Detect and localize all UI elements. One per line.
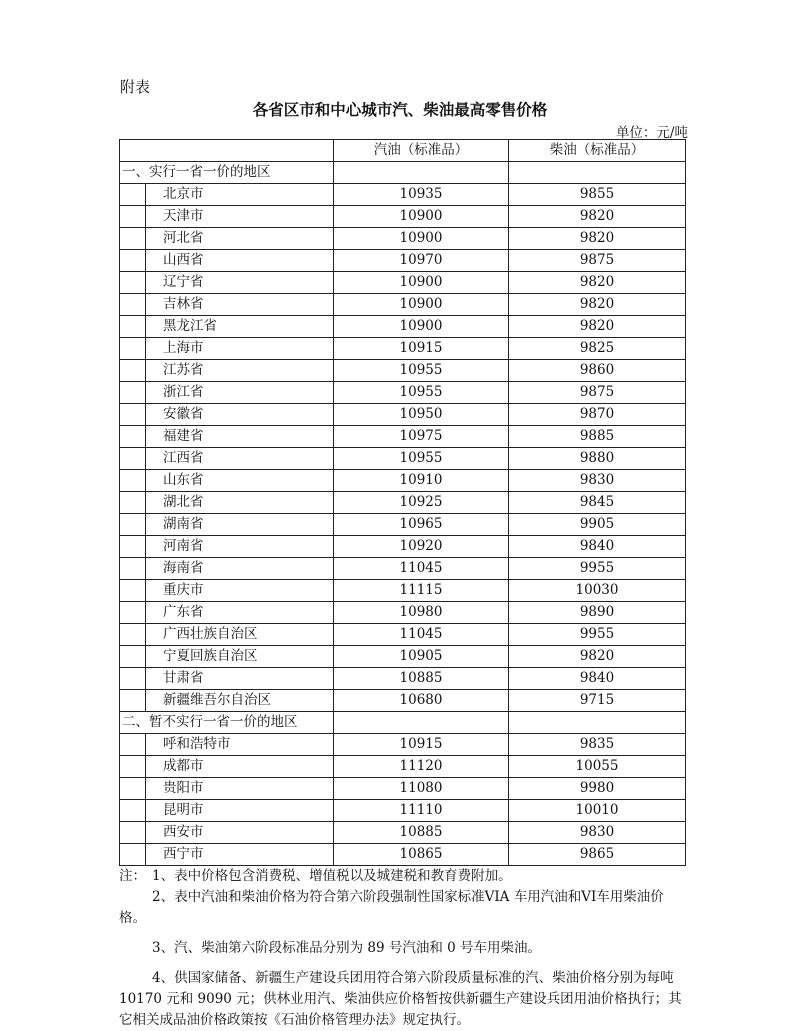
gasoline-price: 10955 [334, 360, 509, 382]
empty-cell [509, 712, 686, 734]
indent-cell [120, 250, 146, 272]
indent-cell [120, 822, 146, 844]
diesel-price: 9820 [509, 316, 686, 338]
indent-cell [120, 404, 146, 426]
region-name: 吉林省 [146, 294, 334, 316]
empty-cell [334, 162, 509, 184]
indent-cell [120, 426, 146, 448]
gasoline-price: 10955 [334, 448, 509, 470]
diesel-price: 9855 [509, 184, 686, 206]
gasoline-price: 11045 [334, 558, 509, 580]
page-title: 各省区市和中心城市汽、柴油最高零售价格 [252, 101, 548, 119]
indent-cell [120, 316, 146, 338]
indent-cell [120, 624, 146, 646]
gasoline-price: 10900 [334, 228, 509, 250]
region-name: 甘肃省 [146, 668, 334, 690]
gasoline-price: 11110 [334, 800, 509, 822]
diesel-price: 9825 [509, 338, 686, 360]
region-name: 福建省 [146, 426, 334, 448]
table-row [120, 690, 686, 712]
table-row [120, 558, 686, 580]
indent-cell [120, 602, 146, 624]
indent-cell [120, 228, 146, 250]
region-name: 山东省 [146, 470, 334, 492]
notes-label: 注： [119, 868, 146, 884]
region-name: 山西省 [146, 250, 334, 272]
table-row [120, 602, 686, 624]
indent-cell [120, 580, 146, 602]
gasoline-price: 11115 [334, 580, 509, 602]
diesel-price: 9870 [509, 404, 686, 426]
table-row [120, 492, 686, 514]
indent-cell [120, 206, 146, 228]
region-name: 天津市 [146, 206, 334, 228]
header-region [120, 140, 334, 162]
table-row [120, 448, 686, 470]
diesel-price: 9885 [509, 426, 686, 448]
diesel-price: 9715 [509, 690, 686, 712]
table-row [120, 294, 686, 316]
diesel-price: 10010 [509, 800, 686, 822]
region-name: 成都市 [146, 756, 334, 778]
indent-cell [120, 360, 146, 382]
price-table [119, 139, 686, 866]
table-row [120, 338, 686, 360]
region-name: 呼和浩特市 [146, 734, 334, 756]
region-name: 黑龙江省 [146, 316, 334, 338]
region-name: 上海市 [146, 338, 334, 360]
diesel-price: 9865 [509, 844, 686, 866]
gasoline-price: 10900 [334, 294, 509, 316]
indent-cell [120, 536, 146, 558]
indent-cell [120, 734, 146, 756]
diesel-price: 9820 [509, 294, 686, 316]
region-name: 河南省 [146, 536, 334, 558]
notes [119, 866, 689, 1031]
gasoline-price: 10905 [334, 646, 509, 668]
gasoline-price: 10965 [334, 514, 509, 536]
table-row [120, 404, 686, 426]
gasoline-price: 10865 [334, 844, 509, 866]
gasoline-price: 10915 [334, 734, 509, 756]
table-row [120, 778, 686, 800]
region-name: 海南省 [146, 558, 334, 580]
table-row [120, 272, 686, 294]
table-row [120, 624, 686, 646]
diesel-price: 9820 [509, 272, 686, 294]
region-name: 广西壮族自治区 [146, 624, 334, 646]
diesel-price: 9830 [509, 470, 686, 492]
gasoline-price: 10935 [334, 184, 509, 206]
unit-label: 单位：元/吨 [615, 125, 688, 141]
region-name: 江苏省 [146, 360, 334, 382]
indent-cell [120, 558, 146, 580]
indent-cell [120, 470, 146, 492]
gasoline-price: 10925 [334, 492, 509, 514]
diesel-price: 9955 [509, 558, 686, 580]
table-row [120, 668, 686, 690]
diesel-price: 9905 [509, 514, 686, 536]
table-row [120, 316, 686, 338]
diesel-price: 9835 [509, 734, 686, 756]
table-row [120, 800, 686, 822]
empty-cell [509, 162, 686, 184]
gasoline-price: 11120 [334, 756, 509, 778]
region-name: 河北省 [146, 228, 334, 250]
region-name: 西安市 [146, 822, 334, 844]
indent-cell [120, 272, 146, 294]
gasoline-price: 10970 [334, 250, 509, 272]
region-name: 北京市 [146, 184, 334, 206]
diesel-price: 9830 [509, 822, 686, 844]
diesel-price: 9955 [509, 624, 686, 646]
region-name: 宁夏回族自治区 [146, 646, 334, 668]
diesel-price: 9845 [509, 492, 686, 514]
region-name: 广东省 [146, 602, 334, 624]
indent-cell [120, 690, 146, 712]
gasoline-price: 10955 [334, 382, 509, 404]
gasoline-price: 10975 [334, 426, 509, 448]
table-row [120, 360, 686, 382]
diesel-price: 10030 [509, 580, 686, 602]
diesel-price: 9980 [509, 778, 686, 800]
region-name: 西宁市 [146, 844, 334, 866]
table-row [120, 756, 686, 778]
indent-cell [120, 338, 146, 360]
gasoline-price: 11045 [334, 624, 509, 646]
note-3: 3、汽、柴油第六阶段标准品分别为 89 号汽油和 0 号车用柴油。 [152, 940, 542, 956]
table-row [120, 580, 686, 602]
table-row [120, 184, 686, 206]
indent-cell [120, 184, 146, 206]
table-header-row [120, 140, 686, 162]
region-name: 安徽省 [146, 404, 334, 426]
gasoline-price: 10680 [334, 690, 509, 712]
region-name: 湖北省 [146, 492, 334, 514]
empty-cell [334, 712, 509, 734]
diesel-price: 10055 [509, 756, 686, 778]
indent-cell [120, 844, 146, 866]
gasoline-price: 10950 [334, 404, 509, 426]
diesel-price: 9820 [509, 228, 686, 250]
indent-cell [120, 382, 146, 404]
gasoline-price: 10920 [334, 536, 509, 558]
diesel-price: 9860 [509, 360, 686, 382]
gasoline-price: 10980 [334, 602, 509, 624]
table-row [120, 382, 686, 404]
section-heading: 二、暂不实行一省一价的地区 [120, 712, 334, 734]
region-name: 浙江省 [146, 382, 334, 404]
indent-cell [120, 646, 146, 668]
table-row [120, 822, 686, 844]
table-row [120, 426, 686, 448]
indent-cell [120, 294, 146, 316]
section-heading-row [120, 712, 686, 734]
table-row [120, 514, 686, 536]
table-row [120, 228, 686, 250]
region-name: 辽宁省 [146, 272, 334, 294]
header-gasoline: 汽油（标准品） [334, 140, 509, 162]
table-body [120, 162, 686, 866]
region-name: 昆明市 [146, 800, 334, 822]
table-row [120, 734, 686, 756]
gasoline-price: 10900 [334, 206, 509, 228]
note-4: 4、供国家储备、新疆生产建设兵团用符合第六阶段质量标准的汽、柴油价格分别为每吨 10170 元和 9090 元；供林业用汽、柴油供应价格暂按供新疆生产建设兵团用油价格执行；其它相关成品油价格政策按《石油价格管理办法》规定执行。 [119, 970, 682, 1028]
indent-cell [120, 756, 146, 778]
diesel-price: 9875 [509, 250, 686, 272]
table-row [120, 206, 686, 228]
gasoline-price: 11080 [334, 778, 509, 800]
region-name: 湖南省 [146, 514, 334, 536]
table-row [120, 646, 686, 668]
diesel-price: 9875 [509, 382, 686, 404]
region-name: 贵阳市 [146, 778, 334, 800]
gasoline-price: 10900 [334, 316, 509, 338]
appendix-label: 附表 [120, 78, 151, 96]
region-name: 新疆维吾尔自治区 [146, 690, 334, 712]
gasoline-price: 10885 [334, 822, 509, 844]
indent-cell [120, 800, 146, 822]
diesel-price: 9820 [509, 646, 686, 668]
indent-cell [120, 492, 146, 514]
indent-cell [120, 778, 146, 800]
indent-cell [120, 668, 146, 690]
indent-cell [120, 514, 146, 536]
region-name: 江西省 [146, 448, 334, 470]
note-1: 注： 1、表中价格包含消费税、增值税以及城建税和教育费附加。 [119, 866, 689, 887]
table-row [120, 844, 686, 866]
indent-cell [120, 448, 146, 470]
gasoline-price: 10915 [334, 338, 509, 360]
table-row [120, 536, 686, 558]
gasoline-price: 10900 [334, 272, 509, 294]
diesel-price: 9840 [509, 536, 686, 558]
table-row [120, 250, 686, 272]
table-row [120, 470, 686, 492]
gasoline-price: 10885 [334, 668, 509, 690]
region-name: 重庆市 [146, 580, 334, 602]
note-2: 2、表中汽油和柴油价格为符合第六阶段强制性国家标准VIA 车用汽油和VI车用柴油价格。 [119, 889, 664, 926]
section-heading: 一、实行一省一价的地区 [120, 162, 334, 184]
diesel-price: 9840 [509, 668, 686, 690]
diesel-price: 9890 [509, 602, 686, 624]
gasoline-price: 10910 [334, 470, 509, 492]
header-diesel: 柴油（标准品） [509, 140, 686, 162]
diesel-price: 9880 [509, 448, 686, 470]
section-heading-row [120, 162, 686, 184]
diesel-price: 9820 [509, 206, 686, 228]
